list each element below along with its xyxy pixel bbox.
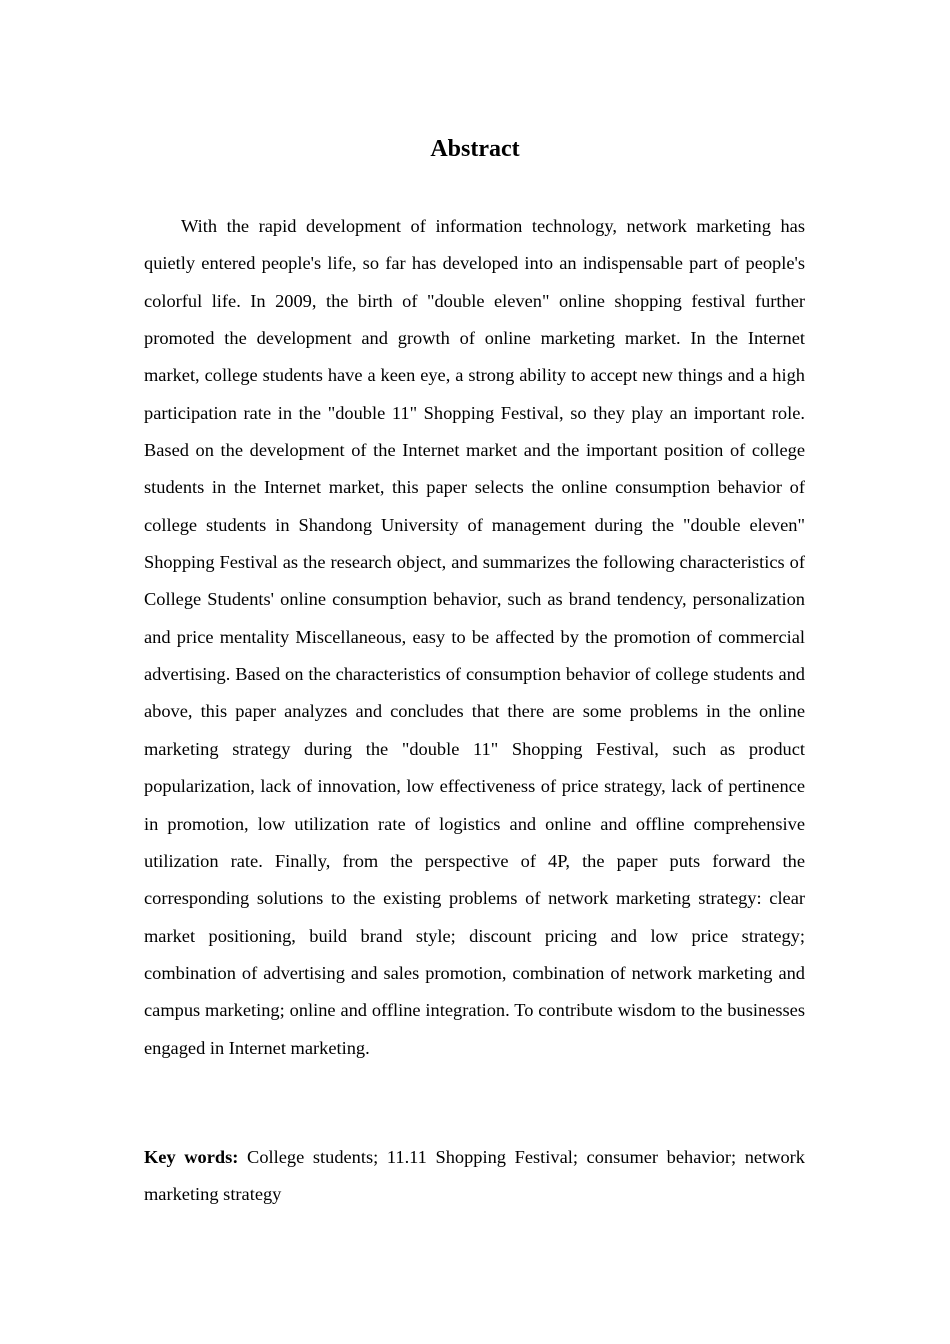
keywords-line	[144, 1139, 805, 1214]
keywords-text: College students; 11.11 Shopping Festival; consumer behavior; network marketing strategy	[144, 1147, 805, 1205]
keywords-label: Key words:	[144, 1147, 239, 1167]
abstract-paragraph: With the rapid development of information technology, network marketing has quietly entered people's life, so far has developed into an indispensable part of people's colorful life. In 2009, the birth of "double eleven" online shopping festival further promoted the development and growth of online marketing market. In the Internet market, college students have a keen eye, a strong ability to accept new things and a high participation rate in the "double 11" Shopping Festival, so they play an important role. Based on the development of the Internet market and the important position of college students in the Internet market, this paper selects the online consumption behavior of college students in Shandong University of management during the "double eleven" Shopping Festival as the research object, and summarizes the following characteristics of College Students' online consumption behavior, such as brand tendency, personalization and price mentality Miscellaneous, easy to be affected by the promotion of commercial advertising. Based on the characteristics of consumption behavior of college students and above, this paper analyzes and concludes that there are some problems in the online marketing strategy during the "double 11" Shopping Festival, such as product popularization, lack of innovation, low effectiveness of price strategy, lack of pertinence in promotion, low utilization rate of logistics and online and offline comprehensive utilization rate. Finally, from the perspective of 4P, the paper puts forward the corresponding solutions to the existing problems of network marketing strategy: clear market positioning, build brand style; discount pricing and low price strategy; combination of advertising and sales promotion, combination of network marketing and campus marketing; online and offline integration. To contribute wisdom to the businesses engaged in Internet marketing.	[144, 216, 805, 1058]
page-title: Abstract	[430, 136, 520, 162]
